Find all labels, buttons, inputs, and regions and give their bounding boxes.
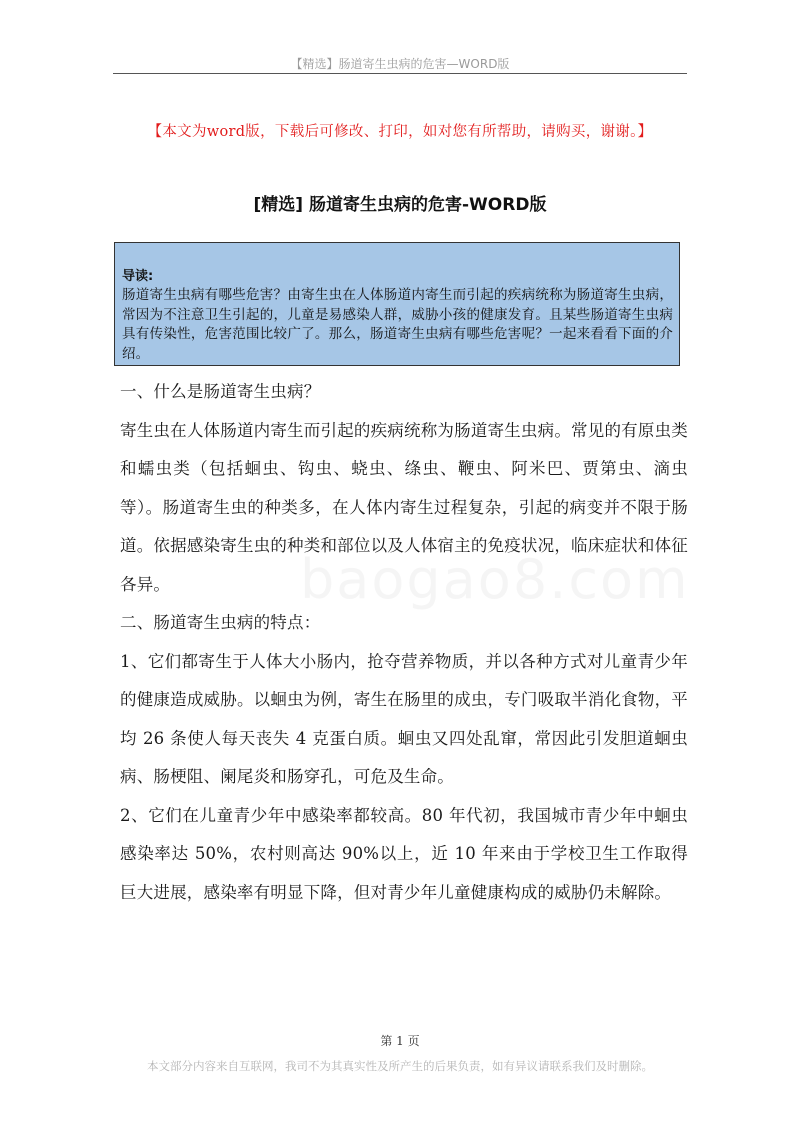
header-divider [113, 73, 687, 74]
document-title: [精选] 肠道寄生虫病的危害-WORD版 [253, 195, 547, 215]
section-heading-2: 二、肠道寄生虫病的特点： [120, 613, 321, 632]
document-body [120, 373, 688, 912]
page-number: 第 1 页 [380, 1034, 420, 1048]
intro-label: 导读: [122, 269, 154, 284]
section-heading-1: 一、什么是肠道寄生虫病？ [120, 382, 321, 401]
section-body-1: 寄生虫在人体肠道内寄生而引起的疾病统称为肠道寄生虫病。常见的有原虫类和蠕虫类（包括蛔虫、钩虫、蛲虫、绦虫、鞭虫、阿米巴、贾第虫、滴虫等）。肠道寄生虫的种类多，在人体内寄生过程复杂，引起的病变并不限于肠道。依据感染寄生虫的种类和部位以及人体宿主的免疫状况，临床症状和体征各异。 [120, 420, 688, 594]
download-notice: 【本文为word版，下载后可修改、打印，如对您有所帮助，请购买，谢谢。】 [147, 124, 653, 140]
watermark: baogao8.com [300, 548, 690, 611]
section-point-2: 2、它们在儿童青少年中感染率都较高。80 年代初，我国城市青少年中蛔虫感染率达 50%，农村则高达 90%以上，近 10 年来由于学校卫生工作取得巨大进展，感染率有明显下降，但对青少年儿童健康构成的威胁仍未解除。 [120, 805, 688, 902]
section-point-1: 1、它们都寄生于人体大小肠内，抢夺营养物质，并以各种方式对儿童青少年的健康造成威胁。以蛔虫为例，寄生在肠里的成虫，专门吸取半消化食物，平均 26 条使人每天丧失 4 克蛋白质。蛔虫又四处乱窜，常因此引发胆道蛔虫病、肠梗阻、阑尾炎和肠穿孔，可危及生命。 [120, 651, 688, 786]
intro-box [114, 242, 680, 366]
running-header: 【精选】肠道寄生虫病的危害—WORD版 [290, 57, 510, 71]
footer-disclaimer: 本文部分内容来自互联网，我司不为其真实性及所产生的后果负责，如有异议请联系我们及时删除。 [147, 1059, 653, 1073]
intro-text: 肠道寄生虫病有哪些危害？由寄生虫在人体肠道内寄生而引起的疾病统称为肠道寄生虫病，常因为不注意卫生引起的，儿童是易感染人群，威胁小孩的健康发育。且某些肠道寄生虫病具有传染性，危害范围比较广了。那么，肠道寄生虫病有哪些危害呢？一起来看看下面的介绍。 [122, 287, 673, 362]
